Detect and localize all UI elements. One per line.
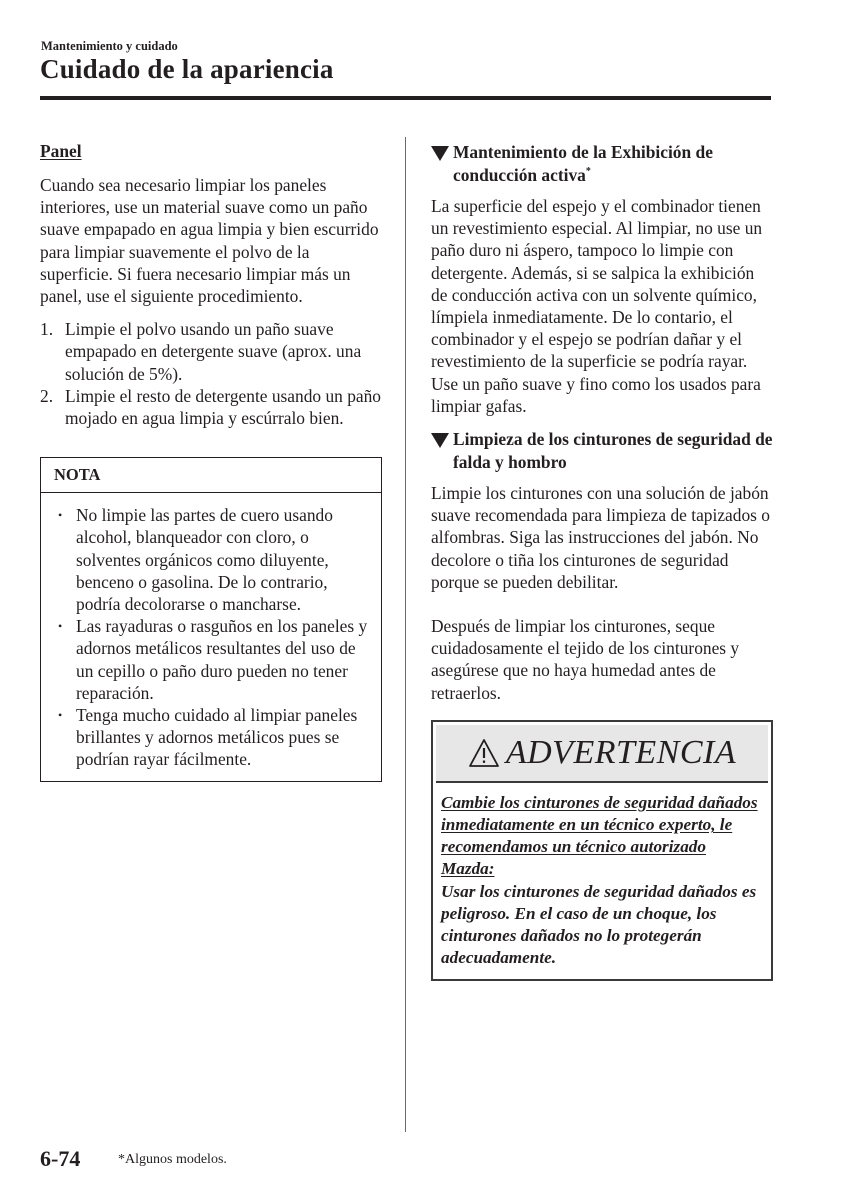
panel-intro: Cuando sea necesario limpiar los paneles interiores, use un material suave como un paño suave empapado en agua limpia y bien escurrido para limpiar suavemente el polvo de la superficie. Si fuera necesario limpiar más un panel, use el siguiente procedimiento.	[40, 175, 379, 307]
note-text: No limpie las partes de cuero usando alcohol, blanqueador con cloro, o solventes orgánicos como diluyente, benceno o gasolina. De lo contrario, podría decolorarse o mancharse.	[76, 505, 333, 615]
bullet-icon: •	[58, 508, 63, 523]
list-item	[40, 318, 382, 385]
note-text: Las rayaduras o rasguños en los paneles y adornos metálicos resultantes del uso de un cepillo o paño duro pueden no tener reparación.	[76, 616, 368, 703]
step-text: Limpie el polvo usando un paño suave empapado en detergente suave (aprox. una solución de 5%).	[65, 319, 362, 384]
warning-header	[436, 725, 768, 783]
display-heading-text: Mantenimiento de la Exhibición de conducción activa	[453, 142, 713, 185]
bullet-icon: •	[58, 619, 63, 634]
list-item	[40, 385, 382, 429]
note-title: NOTA	[41, 458, 381, 493]
list-item	[57, 615, 371, 704]
bullet-icon: •	[58, 708, 63, 723]
page-title: Cuidado de la apariencia	[40, 54, 334, 84]
left-column	[40, 140, 382, 782]
column-divider	[405, 137, 406, 1132]
triangle-down-icon	[431, 146, 449, 161]
belts-body-1: Limpie los cinturones con una solución de jabón suave recomendada para limpieza de tapizados o alfombras. Siga las instrucciones del jabón. No decolore o tiña los cinturones de seguridad porque se pueden debilitar.	[431, 483, 770, 592]
display-heading	[431, 141, 773, 186]
page-number: 6-74	[40, 1146, 81, 1171]
section-label: Mantenimiento y cuidado	[41, 39, 178, 53]
warning-body	[433, 783, 771, 980]
note-box	[40, 457, 382, 781]
footnote: *Algunos modelos.	[118, 1152, 227, 1167]
warning-title: ADVERTENCIA	[505, 733, 737, 771]
triangle-down-icon	[431, 433, 449, 448]
panel-heading: Panel	[40, 141, 82, 161]
display-body: La superficie del espejo y el combinador tienen un revestimiento especial. Al limpiar, no use un paño duro ni áspero, tampoco lo limpie con detergente. Además, si se salpica la exhibición de conducción activa con un solvente químico, límpiela inmediatamente. De lo contario, el combinador y el espejo se podrían dañar y el revestimiento de la superficie se podría rayar. Use un paño suave y fino como los usados para limpiar gafas.	[431, 196, 763, 416]
step-number: 1.	[40, 319, 54, 340]
note-list	[57, 504, 371, 770]
step-number: 2.	[40, 385, 54, 406]
header-rule	[40, 96, 771, 100]
list-item	[57, 704, 371, 771]
step-text: Limpie el resto de detergente usando un paño mojado en agua limpia y escúrralo bien.	[65, 385, 381, 429]
belts-heading	[431, 428, 773, 473]
footnote-mark: *	[585, 165, 591, 177]
right-column	[431, 141, 773, 981]
warning-text: Usar los cinturones de seguridad dañados es peligroso. En el caso de un choque, los cinturones dañados no lo protegerán adecuadamente.	[441, 881, 757, 968]
note-text: Tenga mucho cuidado al limpiar paneles brillantes y adornos metálicos pues se podrían rayar fácilmente.	[76, 705, 358, 770]
belts-heading-text: Limpieza de los cinturones de seguridad de falda y hombro	[453, 429, 773, 472]
warning-instruction: Cambie los cinturones de seguridad dañados inmediatamente en un técnico experto, le recomendamos un técnico autorizado Mazda:	[441, 792, 758, 879]
belts-body-2: Después de limpiar los cinturones, seque cuidadosamente el tejido de los cinturones y asegúrese que no haya humedad antes de retraerlos.	[431, 616, 740, 703]
steps-list	[40, 318, 382, 429]
warning-box	[431, 720, 773, 982]
warning-triangle-icon	[468, 738, 500, 768]
list-item	[57, 504, 371, 615]
